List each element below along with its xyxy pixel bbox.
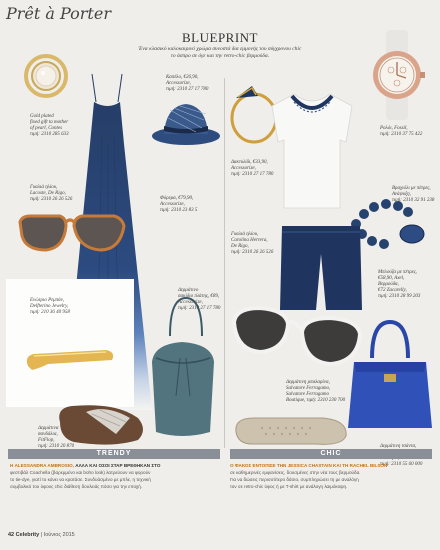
- ballerina-caption: Δερμάτινη μπαλαρίνα, Salvatore Ferragamo, Salvatore Ferragamo Boutique, τιμή: 2310 230 700: [286, 380, 346, 403]
- perforated-ballerina-image: [232, 414, 350, 448]
- watch-image: [362, 30, 432, 120]
- bermuda-shorts-image: [278, 224, 364, 312]
- bermuda-caption: Μπλούζα με πέτρες, €58,90, Axel, Βερμούδα, €72 Zacarelly, τιμή: 2310 28 99 203: [378, 270, 421, 299]
- white-embroidered-blouse-image: [262, 80, 362, 210]
- beaded-bracelet-caption: Βραχιόλι με πέτρες, Ανάψυξη, τιμή: 2310 32 91 238: [392, 186, 435, 203]
- issue-date: Ιούνιος 2015: [43, 532, 75, 538]
- page-subtitle: [100, 46, 340, 60]
- ring-caption: Gold plated fixed gift ta mother of pearl, Contes τιμή: 2310 285 633: [30, 114, 69, 137]
- watch-caption: Ρολόι, Fossil, τιμή: 2310 37 75 422: [380, 126, 423, 137]
- sunglasses-caption: Γυαλιά ηλίου, Lacoste, De Rigo, τιμή: 2310 26 26 526: [30, 185, 73, 202]
- trendy-text: Η ALESSANDRA AMBROSIO, ΑΛΛΑ ΚΑΙ ΟΣΟΙ ΣΤΑΡ ΒΡΕΘΗΚΑΝ ΣΤΟ φεστιβάλ Coachella (βαρεμμένο και boho look) λατρεύουν να φορούν το tie-dye, γιατί το κάνει να κρατάσε. Συνδυάσμένο με μπλε, η τεχνική συμβολικό του ύφους chic διάθεση δουλειάς πόσο για την εποχή.: [10, 463, 161, 489]
- bucket-bag-caption: Δερμάτινο σακίδιο πλάτης, €89, Accessorize, τιμή: 2310 27 17 780: [178, 288, 221, 311]
- page-title: BLUEPRINT: [182, 30, 258, 45]
- sandals-caption: Δερμάτινα σανδάλια, FitFlop, τιμή: 2310 20 870: [38, 426, 75, 449]
- page-footer: 42 Celebrity | Ιούνιος 2015: [8, 532, 75, 538]
- chic-band: CHIC: [230, 449, 432, 459]
- chic-text: Ο ΦΑΚΟΣ ΕΝΤΟΠΙΣΕ ΤΗΝ JESSICA CHASTAIN ΚΑΙ ΤΗ RACHEL BILSON σε καθημερινές εμφανίσεις, δουσμένες στην νέα τους βερμούδα. Για να δώσεις περισσότερο δάσιο, συμπληρώσει τη με αναλόγη τον σε retro-chic ύφος ή με T-shirt με ανάλογη λαιμόκοψη.: [230, 463, 388, 489]
- dress-caption: Φόρεμα, €79,90, Accessorize, τιμή: 2310 23 83 5: [160, 196, 198, 213]
- earring-caption: Ενώτριο Ρεμπάν, Delfterino Jewelry, τιμή: 210 36 40 958: [30, 298, 70, 315]
- section-title: Prêt à Porter: [6, 4, 111, 23]
- shorts-caption: Γυαλιά ηλίου, Carolina Herrera, De Rigo, τιμή: 2310 26 26 526: [231, 232, 274, 255]
- page-number: 42: [8, 532, 15, 538]
- gold-ear-cuff-image: [22, 336, 118, 372]
- bucket-bag-image: [146, 292, 220, 440]
- hat-caption: Καπέλο, €26,90, Accessorize, τιμή: 2310 27 17 780: [166, 75, 209, 92]
- column-divider: [224, 78, 225, 448]
- trendy-band: TRENDY: [8, 449, 220, 459]
- blue-leather-handbag-image: [346, 318, 434, 430]
- tortoise-sunglasses-image: [16, 208, 128, 264]
- magazine-name: Celebrity: [15, 532, 40, 538]
- handbag-caption: Δερμάτινη τσάντα, τιμή: 2310 55 60 000: [380, 444, 423, 467]
- subtitle-line-2: το άσπρο σε όγε και την retro-chic βερμούδα.: [170, 53, 270, 59]
- subtitle-line-1: Ένα κλασικό καλοκαιρινό χρώμα συνοστά δια εμμονής του σύγχρονου chic: [138, 46, 302, 52]
- fedora-hat-image: [150, 98, 220, 146]
- bangle-caption: Δακτυλίδι, €33,90, Accessorize, τιμή: 2310 27 17 780: [231, 160, 274, 177]
